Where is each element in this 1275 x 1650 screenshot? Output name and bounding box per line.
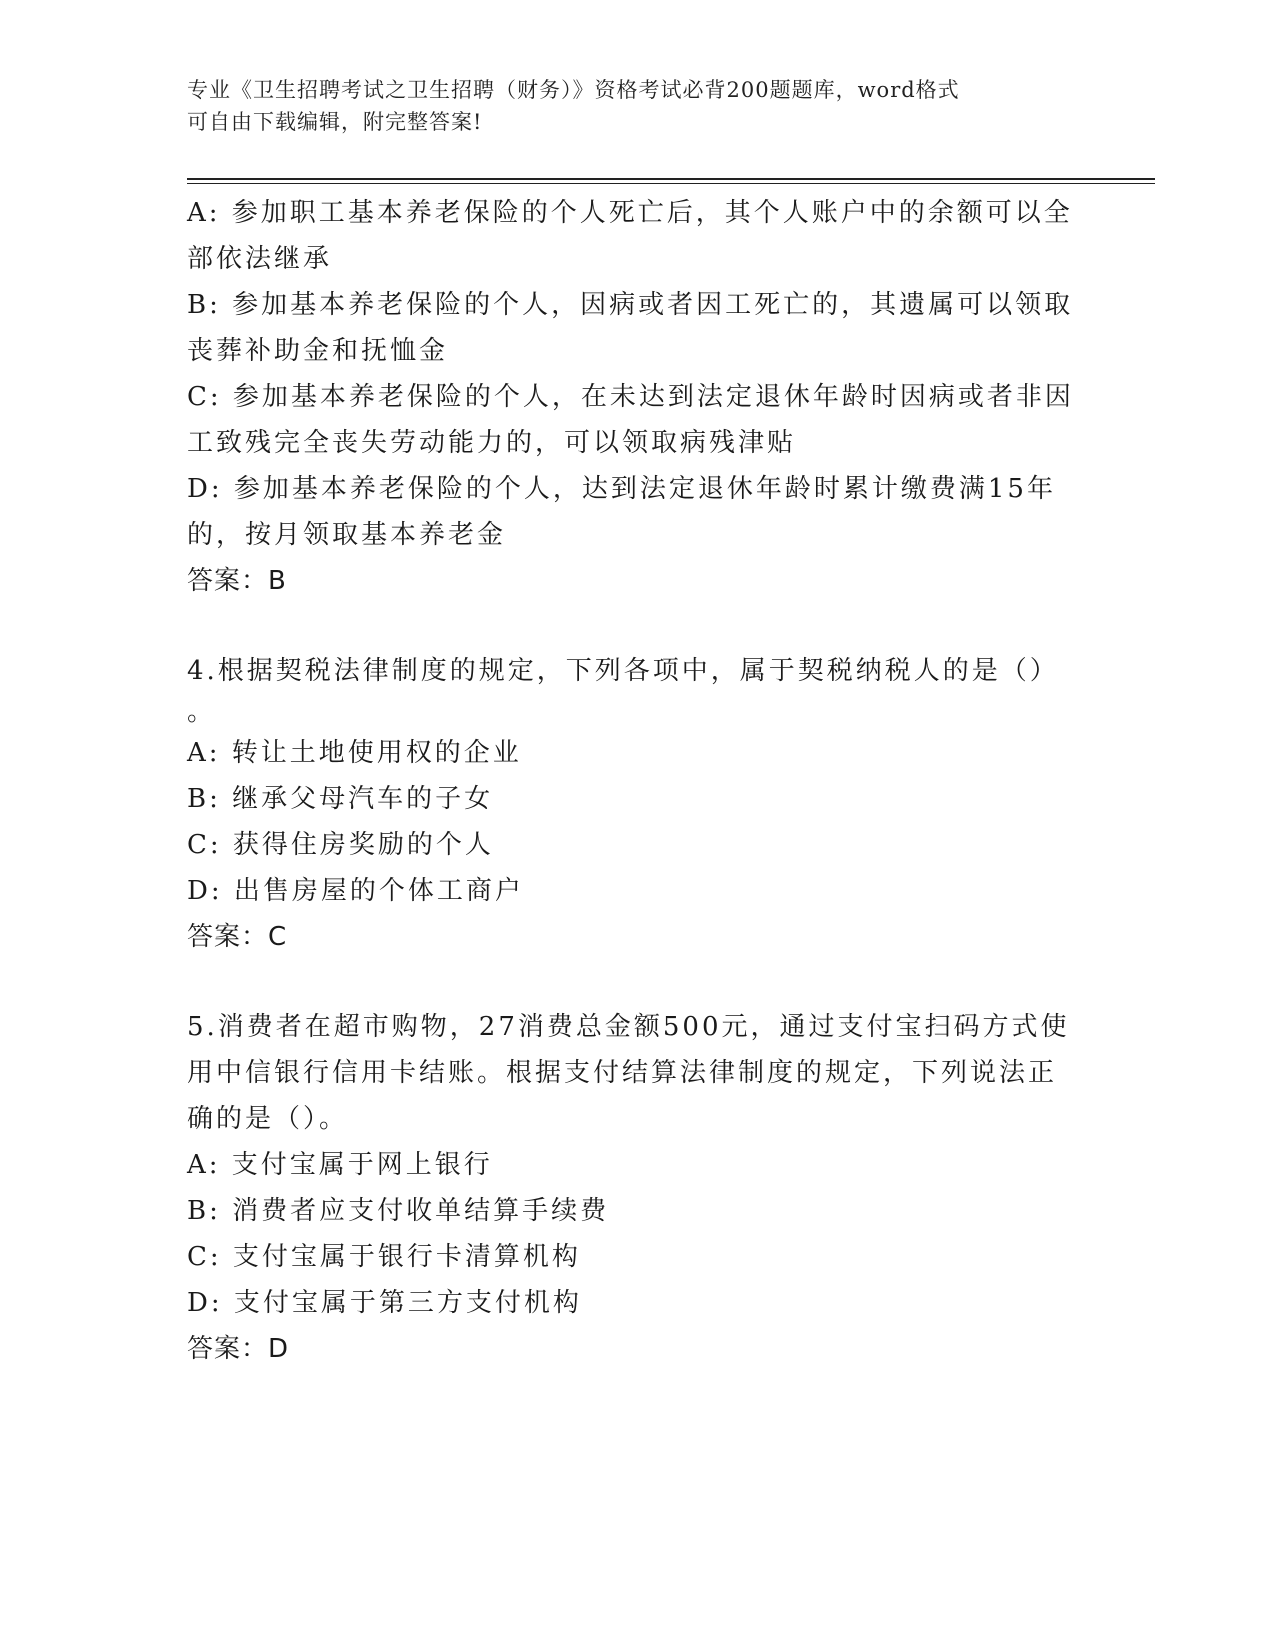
q3-option-a-line-2: 部依法继承 [187, 244, 333, 274]
header-line-1: 专业《卫生招聘考试之卫生招聘（财务）》资格考试必背200题题库，word格式 [187, 78, 960, 102]
q5-answer: 答案：D [187, 1334, 290, 1364]
q5-stem-line-3: 确的是（）。 [187, 1104, 349, 1134]
question-3-block [187, 190, 1087, 604]
q3-option-a-line-1: A: 参加职工基本养老保险的个人死亡后，其个人账户中的余额可以全 [187, 198, 1073, 228]
document-header [187, 74, 1067, 138]
q4-stem-line-2: 。 [187, 697, 217, 727]
q4-option-a: A: 转让土地使用权的企业 [187, 738, 522, 768]
q4-option-b: B: 继承父母汽车的子女 [187, 784, 494, 814]
q5-option-a: A: 支付宝属于网上银行 [187, 1150, 493, 1180]
q5-stem-line-1: 5.消费者在超市购物，27消费总金额500元，通过支付宝扫码方式使 [187, 1012, 1070, 1042]
q4-stem-line-1: 4.根据契税法律制度的规定，下列各项中，属于契税纳税人的是（） [187, 656, 1059, 686]
spacer [187, 960, 1087, 1004]
q4-option-d: D: 出售房屋的个体工商户 [187, 876, 524, 906]
q5-option-c: C: 支付宝属于银行卡清算机构 [187, 1242, 581, 1272]
q3-option-d-line-1: D: 参加基本养老保险的个人，达到法定退休年龄时累计缴费满15年 [187, 474, 1056, 504]
question-content [187, 190, 1087, 1372]
header-divider-thin [187, 183, 1155, 184]
header-line-2: 可自由下载编辑，附完整答案! [187, 110, 483, 134]
q5-stem-line-2: 用中信银行信用卡结账。根据支付结算法律制度的规定，下列说法正 [187, 1058, 1058, 1088]
question-4-block [187, 648, 1087, 960]
q3-option-b-line-1: B: 参加基本养老保险的个人，因病或者因工死亡的，其遗属可以领取 [187, 290, 1074, 320]
q3-option-d-line-2: 的，按月领取基本养老金 [187, 520, 507, 550]
spacer [187, 604, 1087, 648]
header-divider-thick [187, 178, 1155, 180]
q3-option-c-line-1: C: 参加基本养老保险的个人，在未达到法定退休年龄时因病或者非因 [187, 382, 1074, 412]
question-5-block [187, 1004, 1087, 1372]
q5-option-d: D: 支付宝属于第三方支付机构 [187, 1288, 582, 1318]
q5-option-b: B: 消费者应支付收单结算手续费 [187, 1196, 610, 1226]
q3-option-c-line-2: 工致残完全丧失劳动能力的，可以领取病残津贴 [187, 428, 797, 458]
q4-answer: 答案：C [187, 922, 288, 952]
q4-option-c: C: 获得住房奖励的个人 [187, 830, 494, 860]
q3-answer: 答案：B [187, 566, 287, 596]
q3-option-b-line-2: 丧葬补助金和抚恤金 [187, 336, 449, 366]
